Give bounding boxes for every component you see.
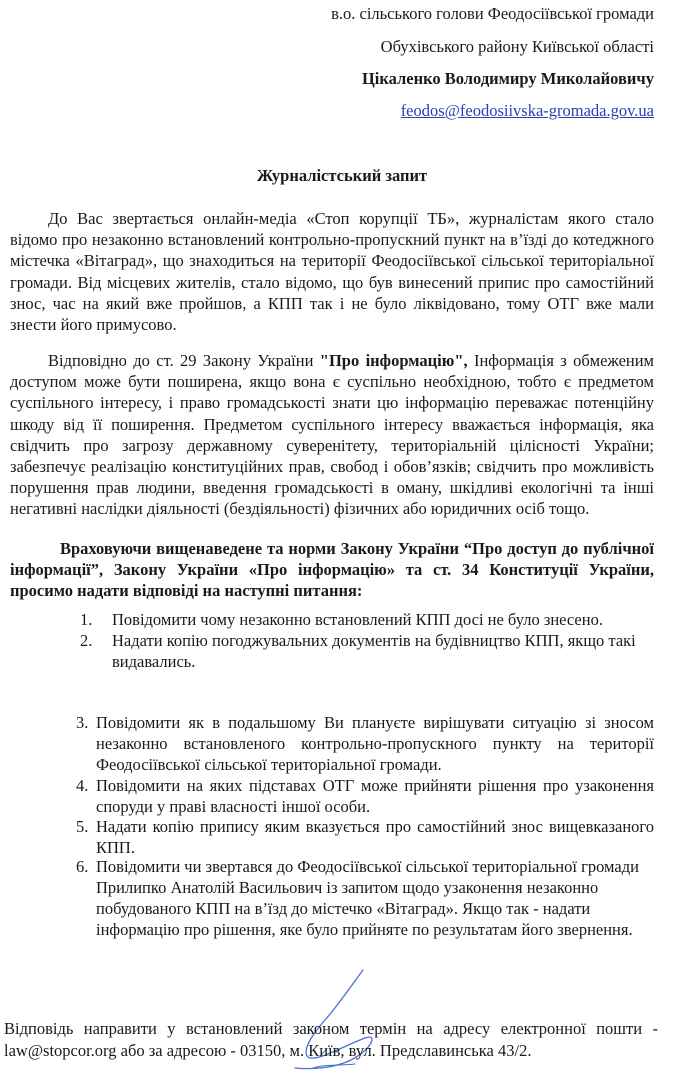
- recipient-position: в.о. сільського голови Феодосіївської громади: [331, 4, 654, 23]
- intro-paragraph: До Вас звертається онлайн-медіа «Стоп корупції ТБ», журналістам якого стало відомо про незаконно встановлений контрольно-пропускний пункт на в’їзді до котеджного містечка «Вітаград», що знаходиться на території Феодосіївської сільської територіальної громади. Від місцевих жителів, стало відомо, що був винесений припис про самостійний знос, час на який вже пройшов, а КПП так і не було ліквідовано, тому ОТГ вже мали знести його примусово.: [10, 209, 654, 335]
- question-text: Надати копію припису яким вказується про самостійний знос вищевказаного КПП.: [96, 817, 654, 857]
- legal-basis-text-start: Відповідно до ст. 29 Закону України: [48, 351, 320, 370]
- question-text: Повідомити як в подальшому Ви плануєте вирішувати ситуацію зі зносом незаконно встановленого контрольно-пропускного пункту на території Феодосіївської сільської територіальної громади.: [96, 713, 654, 774]
- question-number: 6.: [76, 857, 89, 876]
- document-title: Журналістський запит: [256, 166, 428, 185]
- law-title: "Про інформацію",: [319, 351, 468, 370]
- request-paragraph: Враховуючи вищенаведене та норми Закону України “Про доступ до публічної інформації”, Закону України «Про інформацію» та ст. 34 Конституції України, просимо надати відповіді на наступні питання:: [10, 539, 654, 601]
- legal-basis-paragraph: [10, 350, 654, 520]
- question-number: 5.: [76, 817, 89, 836]
- recipient-email-link[interactable]: feodos@feodosiivska-gromada.gov.ua: [400, 101, 654, 120]
- question-text: Повідомити на яких підставах ОТГ може прийняти рішення про узаконення споруди у праві власності іншої особи.: [96, 776, 654, 816]
- legal-basis-text-rest: Інформація з обмеженим доступом може бути поширена, якщо вона є суспільно необхідною, тобто є предметом суспільного інтересу, і право громадськості знати цю інформацію переважає потенційну шкоду від її поширення. Предметом суспільного інтересу вважається інформація, яка свідчить про загрозу державному суверенітету, територіальній цілісності України; забезпечує реалізацію конституційних прав, свобод і обов’язків; свідчить про можливість порушення прав людини, введення громадськості в оману, шкідливі екологічні та інші негативні наслідки діяльності (бездіяльності) фізичних або юридичних осіб тощо.: [10, 351, 654, 519]
- footer-instruction: Відповідь направити у встановлений законом термін на адресу електронної пошти - law@stopcor.org або за адресою - 03150, м. Київ, вул. Предславинська 43/2.: [4, 1019, 658, 1060]
- question-text: Надати копію погоджувальних документів на будівництво КПП, якщо такі видавались.: [112, 631, 636, 671]
- question-item-6: [76, 856, 654, 940]
- question-number: 1.: [80, 610, 93, 629]
- recipient-region: Обухівського району Київської області: [380, 37, 654, 56]
- question-text: Повідомити чи звертався до Феодосіївської сільської територіальної громади Прилипко Анатолій Васильович із запитом щодо узаконення незаконно побудованого КПП на в’їзд до містечко «Вітаград». Якщо так - надати інформацію про рішення, яке було прийняте по результатам його звернення.: [96, 857, 639, 939]
- question-item-3: [76, 712, 654, 775]
- question-number: 2.: [80, 631, 93, 650]
- question-number: 4.: [76, 776, 89, 795]
- question-item-4: [76, 775, 654, 817]
- question-item-2: [80, 630, 655, 672]
- question-item-1: [80, 609, 655, 630]
- question-item-5: [76, 816, 654, 858]
- question-text: Повідомити чому незаконно встановлений КПП досі не було знесено.: [112, 610, 603, 629]
- recipient-email[interactable]: [401, 101, 654, 121]
- recipient-name: Цікаленко Володимиру Миколайовичу: [361, 69, 654, 88]
- question-number: 3.: [76, 713, 89, 732]
